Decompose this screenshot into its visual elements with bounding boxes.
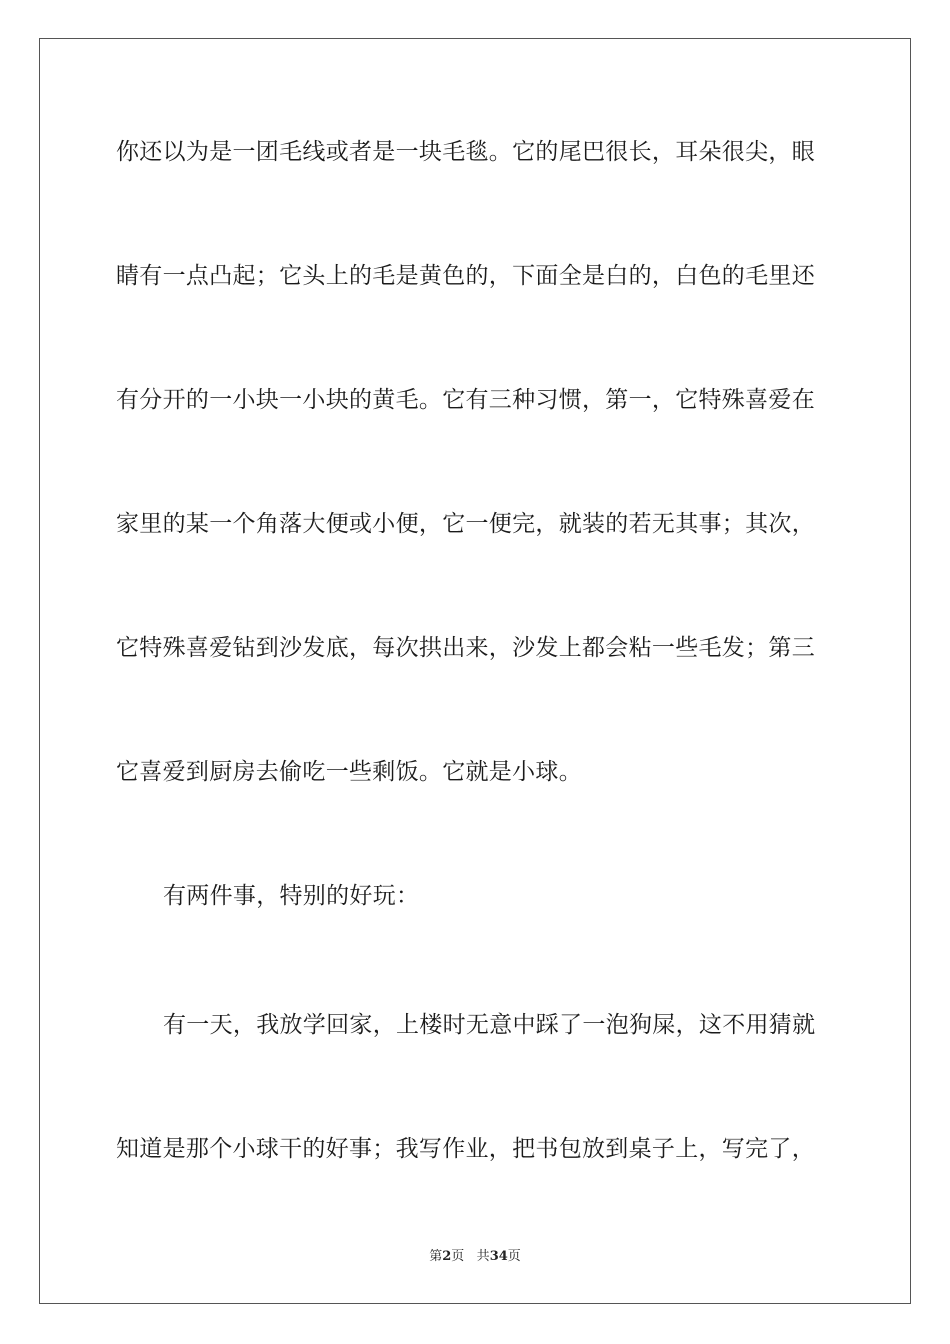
text-line-3: 有分开的一小块一小块的黄毛。它有三种习惯，第一，它特殊喜爱在 bbox=[116, 387, 815, 413]
text-line-4: 家里的某一个角落大便或小便，它一便完，就装的若无其事；其次， bbox=[116, 511, 815, 537]
text-line-6: 它喜爱到厨房去偷吃一些剩饭。它就是小球。 bbox=[116, 759, 582, 785]
total-suffix: 页 bbox=[507, 1249, 521, 1264]
text-line-5: 它特殊喜爱钻到沙发底，每次拱出来，沙发上都会粘一些毛发；第三 bbox=[116, 635, 815, 661]
page-prefix: 第 bbox=[429, 1249, 443, 1264]
text-line-1: 你还以为是一团毛线或者是一块毛毯。它的尾巴很长，耳朵很尖，眼 bbox=[116, 139, 815, 165]
page-border bbox=[39, 38, 911, 1304]
text-line-8: 有一天，我放学回家，上楼时无意中踩了一泡狗屎，这不用猜就 bbox=[163, 1012, 816, 1038]
text-line-9: 知道是那个小球干的好事；我写作业，把书包放到桌子上，写完了， bbox=[116, 1136, 815, 1162]
text-line-7: 有两件事，特别的好玩： bbox=[163, 883, 420, 909]
total-pages: 34 bbox=[489, 1249, 508, 1264]
total-prefix: 共 bbox=[476, 1249, 490, 1264]
page-suffix: 页 bbox=[451, 1249, 465, 1264]
page-number: 2 bbox=[442, 1249, 452, 1264]
page-footer bbox=[0, 1248, 950, 1266]
text-line-2: 睛有一点凸起；它头上的毛是黄色的，下面全是白的，白色的毛里还 bbox=[116, 263, 815, 289]
